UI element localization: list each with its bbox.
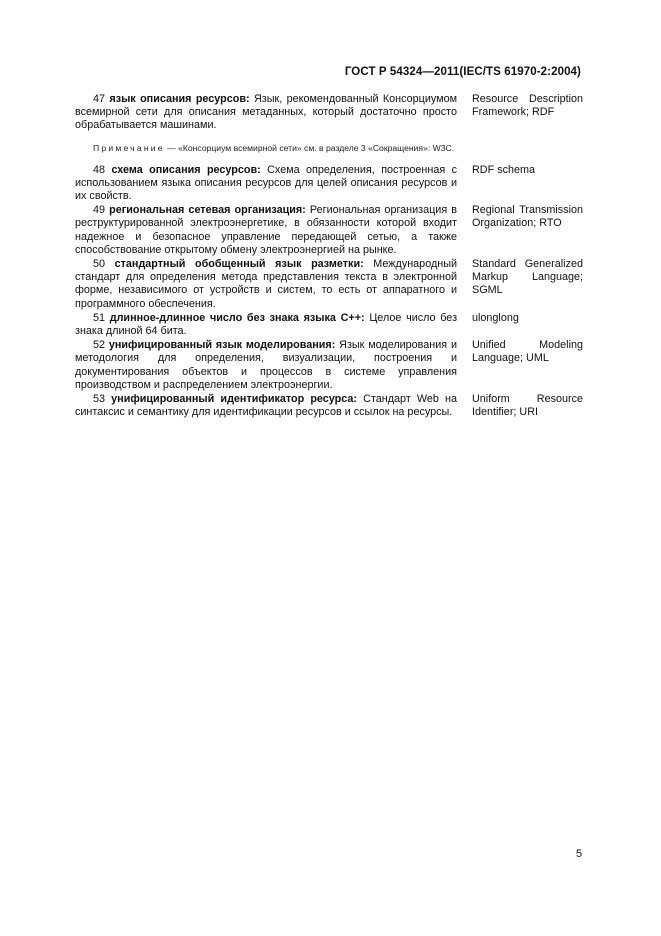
term-text: Схема определения, построенная с использованием языка описания ресурсов для целей описания ресурсов и их свойств. (75, 163, 457, 203)
term-number: 48 (93, 163, 106, 176)
term-text: Язык моделирования и методология для определения, визуализации, построения и документирования объектов и процессов в системе управления производством и распределением электроэнергии. (75, 339, 457, 391)
term-text: Региональная организация в реструктурированной электроэнергетике, в обязанности которой входит надежное и безопасное управление передающей сетью, а также способствование открытому обмену электроэнергией на рынке. (75, 204, 458, 256)
english-equivalent: ulonglong (472, 311, 519, 324)
english-equivalent: Uniform Resource Identifier; URI (472, 393, 583, 419)
page-number: 5 (576, 848, 583, 860)
term-definition (75, 393, 457, 419)
term-number: 53 (93, 393, 106, 406)
term-number: 51 (93, 311, 106, 324)
note (75, 142, 457, 154)
english-equivalent: Unified Modeling Language; UML (472, 339, 583, 365)
term-definition (75, 312, 457, 338)
english-equivalent: RDF schema (472, 163, 535, 176)
document-header: ГОСТ Р 54324—2011(IEC/TS 61970-2:2004) (344, 66, 581, 78)
terms-list (75, 93, 583, 420)
term-number: 49 (93, 204, 106, 217)
term-definition (75, 93, 457, 133)
term-name: стандартный обобщенный язык разметки: (114, 258, 364, 271)
term-name: унифицированный язык моделирования: (108, 339, 336, 352)
term-name: язык описания ресурсов: (109, 93, 250, 105)
term-number: 47 (93, 93, 106, 105)
term-definition (75, 164, 457, 204)
term-name: длинное-длинное число без знака языка С++: (109, 311, 365, 324)
term-definition (75, 339, 457, 392)
term-name: региональная сетевая организация: (109, 204, 306, 217)
english-equivalent: Regional Transmission Organization; RTO (472, 204, 583, 230)
note-text: — «Консорциум всемирной сети» см. в разделе 3 «Сокращения»: W3C. (167, 142, 455, 153)
term-entry-53 (75, 393, 583, 419)
term-name: схема описания ресурсов: (111, 163, 261, 176)
term-entry-51 (75, 312, 583, 338)
term-entry-48 (75, 164, 583, 204)
english-equivalent: Standard Generalized Markup Language; SGML (472, 258, 583, 297)
term-entry-52 (75, 339, 583, 392)
term-text: Целое число без знака длиной 64 бита. (75, 311, 458, 338)
term-name: унифицированный идентификатор ресурса: (111, 393, 357, 406)
term-number: 50 (93, 258, 106, 271)
term-entry-47 (75, 93, 583, 133)
term-number: 52 (93, 339, 106, 352)
term-text: Международный стандарт для определения метода представления текста в электронной форме, независимого от устройств и систем, то есть от аппаратного и программного обеспечения. (75, 258, 458, 310)
english-equivalent: Resource Description Framework; RDF (472, 93, 583, 119)
term-definition (75, 258, 457, 311)
term-text: Язык, рекомендованный Консорциумом всемирной сети для описания метаданных, который достаточно просто обрабатывается машинами. (75, 93, 458, 132)
term-text: Стандарт Web на синтаксис и семантику для идентификации ресурсов и ссылок на ресурсы. (75, 393, 458, 419)
note-label: Примечание (93, 142, 165, 153)
term-entry-50 (75, 258, 583, 311)
term-definition (75, 204, 457, 257)
term-entry-49 (75, 204, 583, 257)
